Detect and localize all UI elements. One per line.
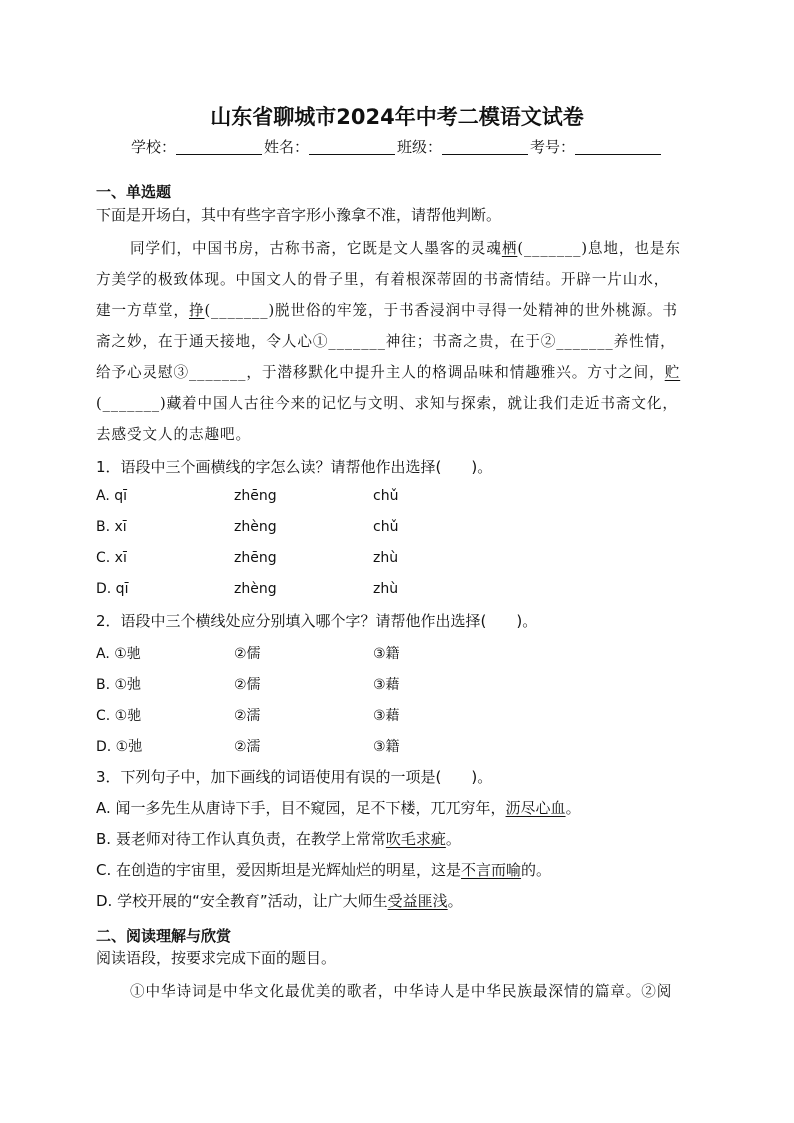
q1-option-a-2: zhēng <box>234 488 277 504</box>
q1-option-d[interactable]: D. qī <box>96 581 129 597</box>
question-3-stem: 3．下列句子中，加下画线的词语使用有误的一项是( )。 <box>96 768 493 786</box>
passage-line: 斋之妙，在于通天接地，令人心①_______神往；书斋之贵，在于②_______养性情， <box>96 333 676 350</box>
school-label: 学校： <box>130 138 176 156</box>
name-blank[interactable] <box>309 138 395 155</box>
q2-option-a-3: ③籍 <box>373 646 400 662</box>
underlined-term: 受益匪浅 <box>387 892 448 910</box>
passage-line: 去感受文人的志趣吧。 <box>96 426 251 443</box>
class-label: 班级： <box>397 138 443 156</box>
student-info-row <box>0 136 794 157</box>
passage-line: ①中华诗词是中华文化最优美的歌者，中华诗人是中华民族最深情的篇章。②阅 <box>130 983 673 1000</box>
q1-option-c[interactable]: C. xī <box>96 550 127 566</box>
q3-option-c[interactable]: C. 在创造的宇宙里，爱因斯坦是光辉灿烂的明星，这是不言而喻的。 <box>96 861 552 879</box>
passage-line: 给予心灵慰③_______，于潜移默化中提升主人的格调品味和情趣雅兴。方寸之间，贮 <box>96 364 681 381</box>
q2-option-d-2: ②濡 <box>234 739 261 755</box>
q2-option-d-3: ③籍 <box>373 739 400 755</box>
passage-line: 同学们，中国书房，古称书斋，它既是文人墨客的灵魂栖(_______)息地，也是东 <box>130 240 681 257</box>
q1-option-a-3: chǔ <box>373 488 399 504</box>
section-intro: 阅读语段，按要求完成下面的题目。 <box>96 949 337 967</box>
q2-option-a-2: ②儒 <box>234 646 261 662</box>
q1-option-c-2: zhēng <box>234 550 277 566</box>
q1-option-a[interactable]: A. qī <box>96 488 128 504</box>
q2-option-b[interactable]: B. ①弛 <box>96 677 142 693</box>
number-label: 考号： <box>530 138 576 156</box>
section-intro: 下面是开场白，其中有些字音字形小豫拿不准，请帮他判断。 <box>96 206 502 224</box>
q2-option-c[interactable]: C. ①驰 <box>96 708 142 724</box>
q1-option-b-2: zhèng <box>234 519 277 535</box>
q2-option-b-2: ②儒 <box>234 677 261 693</box>
q3-option-b[interactable]: B. 聂老师对待工作认真负责，在教学上常常吹毛求疵。 <box>96 830 461 848</box>
q1-option-d-2: zhèng <box>234 581 277 597</box>
number-blank[interactable] <box>575 138 661 155</box>
q1-option-b-3: chǔ <box>373 519 399 535</box>
passage-line: (_______)藏着中国人古往今来的记忆与文明、求知与探索，就让我们走近书斋文化， <box>96 395 678 412</box>
page-title: 山东省聊城市2024年中考二模语文试卷 <box>210 105 584 129</box>
section-heading: 二、阅读理解与欣赏 <box>96 927 232 945</box>
q2-option-a[interactable]: A. ①驰 <box>96 646 141 662</box>
section-heading: 一、单选题 <box>96 183 172 201</box>
underlined-term: 不言而喻 <box>461 861 522 879</box>
class-blank[interactable] <box>442 138 528 155</box>
q2-option-c-2: ②濡 <box>234 708 261 724</box>
q1-option-c-3: zhù <box>373 550 399 566</box>
q2-option-d[interactable]: D. ①弛 <box>96 739 143 755</box>
q3-option-d[interactable]: D. 学校开展的“安全教育”活动，让广大师生受益匪浅。 <box>96 892 463 910</box>
q1-option-d-3: zhù <box>373 581 399 597</box>
name-label: 姓名： <box>263 138 309 156</box>
passage-line: 建一方草堂，挣(_______)脱世俗的牢笼，于书香浸润中寻得一处精神的世外桃源。书 <box>96 302 678 319</box>
q1-option-b[interactable]: B. xī <box>96 519 127 535</box>
school-blank[interactable] <box>176 138 262 155</box>
question-2-stem: 2．语段中三个横线处应分别填入哪个字？请帮他作出选择( )。 <box>96 612 538 630</box>
q3-option-a[interactable]: A. 闻一多先生从唐诗下手，目不窥园，足不下楼，兀兀穷年，沥尽心血。 <box>96 799 581 817</box>
q2-option-c-3: ③藉 <box>373 708 400 724</box>
underlined-term: 吹毛求疵 <box>385 830 446 848</box>
passage-line: 方美学的极致体现。中国文人的骨子里，有着根深蒂固的书斋情结。开辟一片山水， <box>96 271 670 288</box>
question-1-stem: 1．语段中三个画横线的字怎么读？请帮他作出选择( )。 <box>96 458 493 476</box>
underlined-term: 沥尽心血 <box>505 799 566 817</box>
q2-option-b-3: ③藉 <box>373 677 400 693</box>
